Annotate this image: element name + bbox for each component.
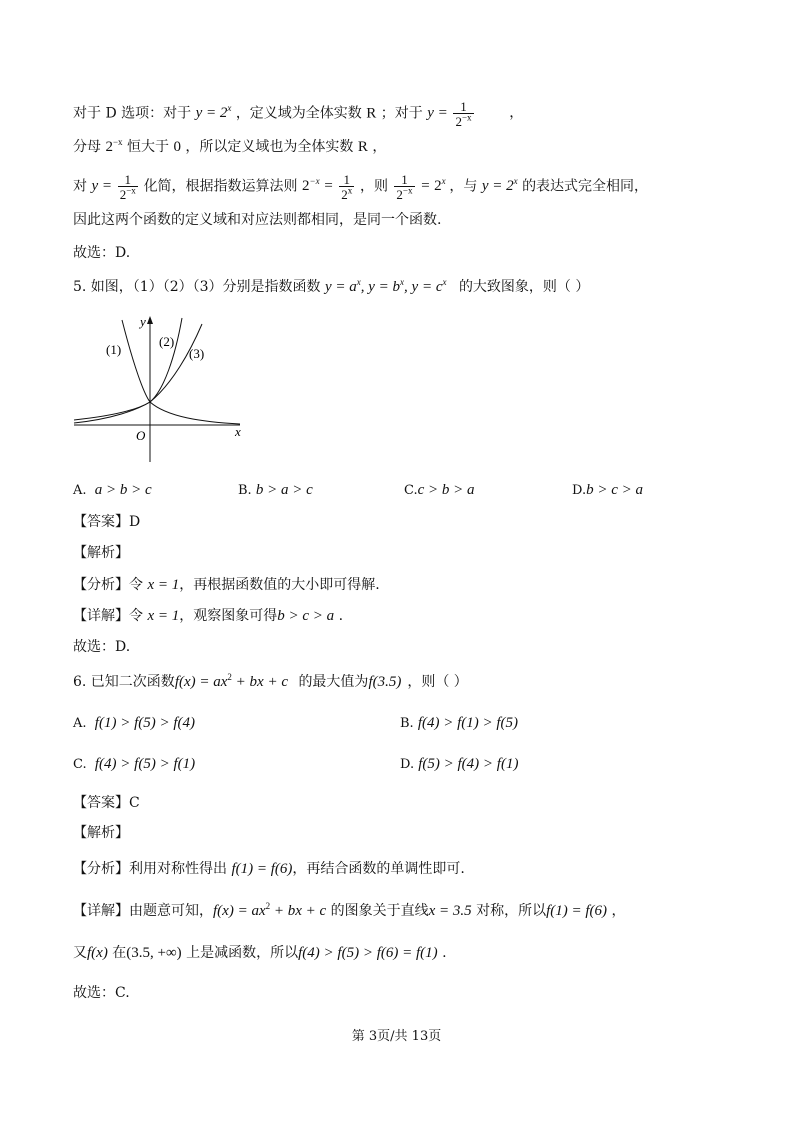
q6-option-d: D. f(5) > f(4) > f(1): [400, 756, 519, 772]
text: 对: [73, 178, 87, 195]
math-y-2x: $y = 2^x$: [195, 103, 232, 122]
math-R: R: [357, 139, 368, 155]
text: 恒大于: [126, 139, 169, 155]
q5-final: 故选：D.: [73, 639, 131, 655]
q6-option-a: A. f(1) > f(5) > f(4): [73, 715, 196, 731]
y-axis-label: y: [140, 314, 146, 329]
curve-1-label: (1): [106, 342, 122, 357]
q6-analysis-tag: 【解析】: [73, 825, 129, 841]
math-exp-functions: $y = a^x$, $y = b^x$, $y = c^x$: [324, 277, 447, 295]
curve-2-label: (2): [159, 334, 175, 349]
x-axis-label: x: [235, 424, 241, 439]
q5-analysis-tag: 【解析】: [73, 545, 129, 561]
text: 对于 D 选项：对于: [73, 105, 192, 122]
text: 化简，根据指数运算法则: [143, 178, 298, 195]
d-answer: 故选：D.: [73, 245, 131, 261]
origin-label: O: [136, 428, 146, 443]
q6-stem: 6. 已知二次函数$f(x) = ax^2$ + bx + c 的最大值为f(3.5) ，则（ ）: [73, 672, 468, 690]
q5-stem: [73, 277, 589, 297]
q5-xiangjie: 【详解】令 x = 1，观察图象可得b > c > a .: [73, 608, 344, 624]
math-frac-eq: $\frac{1}{2^{-x}}$ = $2^x$: [396, 172, 446, 202]
curve-3: [74, 324, 205, 423]
q5-fenxi: 【分析】令 x = 1，再根据函数值的大小即可得解.: [73, 577, 380, 593]
text: ，: [372, 139, 387, 155]
curve-1: [122, 320, 240, 424]
q6-xiangjie: 【详解】由题意可知，$f(x) = ax^2$ + bx + c 的图象关于直线x = 3.5 对称，所以f(1) = f(6) ，: [73, 901, 626, 919]
q5-option-d: D.b > c > a: [572, 482, 643, 498]
d-line-4: 因此这两个函数的定义域和对应法则都相同，是同一个函数.: [73, 212, 442, 228]
q6-answer: 【答案】C: [73, 795, 140, 811]
math-R: R: [366, 105, 377, 122]
q6-option-c: C. f(4) > f(5) > f(1): [73, 756, 196, 772]
exp-graph: [72, 312, 252, 467]
math-y-2x: $y = 2^x$: [481, 176, 518, 195]
q5-answer: 【答案】D: [73, 514, 141, 530]
q6-line-2: 又f(x) 在(3.5, +∞) 上是减函数，所以f(4) > f(5) > f(6) = f(1) .: [73, 945, 447, 961]
math-2-neg-x: $2^{-x}$: [105, 137, 123, 155]
math-zero: 0: [173, 139, 181, 155]
math-exp-rule: $2^{-x}$ = $\frac{1}{2^x}$: [302, 172, 353, 202]
text: ；对于: [380, 105, 423, 122]
math-y-frac: y = $\frac{1}{2^{-x}}$: [427, 99, 472, 129]
d-line-3: [73, 173, 648, 201]
text: 分母: [73, 139, 101, 155]
math-y-frac: y = $\frac{1}{2^{-x}}$: [91, 172, 136, 202]
page-footer: 第 3页/共 13页: [351, 1029, 442, 1044]
q6-final: 故选：C.: [73, 985, 130, 1001]
text: ，则: [359, 178, 388, 195]
q5-option-c: C.c > b > a: [404, 482, 475, 498]
text: 的大致图象，则（ ）: [458, 279, 590, 295]
y-axis-arrow: [147, 316, 153, 324]
d-line-1: [73, 100, 523, 128]
text: ，定义域为全体实数: [235, 105, 362, 122]
text: 的表达式完全相同，: [522, 178, 649, 195]
text: ，与: [449, 178, 478, 195]
text: 5. 如图，（1）（2）（3）分别是指数函数: [73, 279, 321, 295]
text: ，所以定义域也为全体实数: [185, 139, 354, 155]
q6-option-b: B. f(4) > f(1) > f(5): [400, 715, 519, 731]
q5-option-a: A. a > b > c: [73, 482, 152, 498]
text: ，: [509, 105, 524, 122]
q5-option-b: B. b > a > c: [238, 482, 313, 498]
q6-fenxi: 【分析】利用对称性得出 f(1) = f(6)，再结合函数的单调性即可.: [73, 861, 465, 877]
curve-3-label: (3): [189, 346, 205, 361]
d-line-2: [73, 137, 386, 157]
